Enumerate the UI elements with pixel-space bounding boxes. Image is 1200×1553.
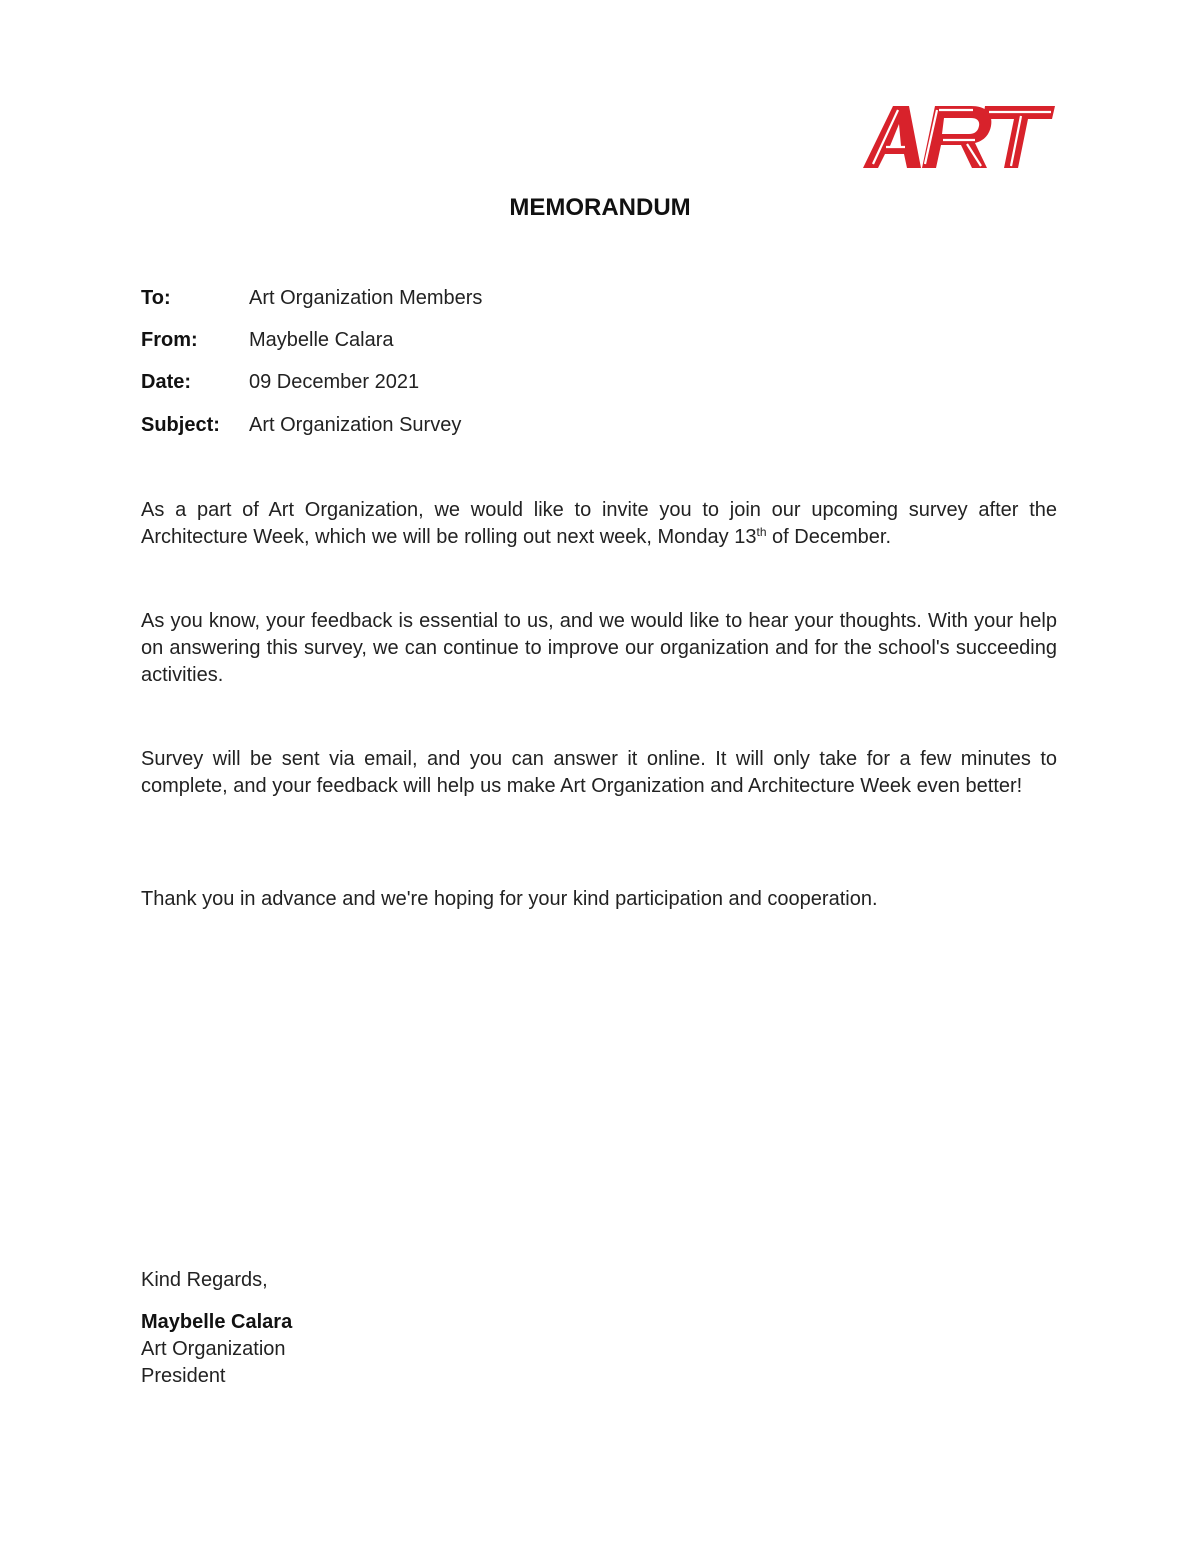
body-paragraph-2: As you know, your feedback is essential to us, and we would like to hear your thoughts. With your help on answering this survey, we can continue to improve our organization and for the school's succeeding activities. — [141, 610, 1057, 686]
signature-name: Maybelle Calara — [141, 1311, 293, 1333]
header-date-row — [141, 369, 419, 395]
header-to-row — [141, 285, 482, 311]
header-subject-row — [141, 412, 461, 438]
header-from-row — [141, 327, 394, 353]
to-value: Art Organization Members — [249, 287, 483, 309]
body-paragraph-3: Survey will be sent via email, and you can answer it online. It will only take for a few minutes to complete, and your feedback will help us make Art Organization and Architecture Week even better! — [141, 748, 1057, 797]
date-value: 09 December 2021 — [249, 371, 420, 393]
to-label: To: — [141, 287, 171, 309]
closing: Kind Regards, — [141, 1269, 268, 1291]
subject-label: Subject: — [141, 414, 220, 436]
memo-title: MEMORANDUM — [509, 194, 691, 221]
p1-text-end: of December. — [766, 526, 892, 548]
art-logo — [863, 104, 1055, 170]
date-label: Date: — [141, 371, 192, 393]
subject-value: Art Organization Survey — [249, 414, 462, 436]
signature-position: President — [141, 1365, 226, 1387]
from-value: Maybelle Calara — [249, 329, 394, 351]
signature-organization: Art Organization — [141, 1338, 286, 1360]
p1-text: As a part of Art Organization, we would like to invite you to join our upcoming survey after the Architecture Week, which we will be rolling out next week, Monday 13 — [141, 499, 1057, 548]
p1-superscript: th — [756, 525, 767, 539]
body-paragraph-4: Thank you in advance and we're hoping for your kind participation and cooperation. — [141, 888, 878, 910]
from-label: From: — [141, 329, 198, 351]
body-paragraph-1 — [141, 497, 1057, 551]
